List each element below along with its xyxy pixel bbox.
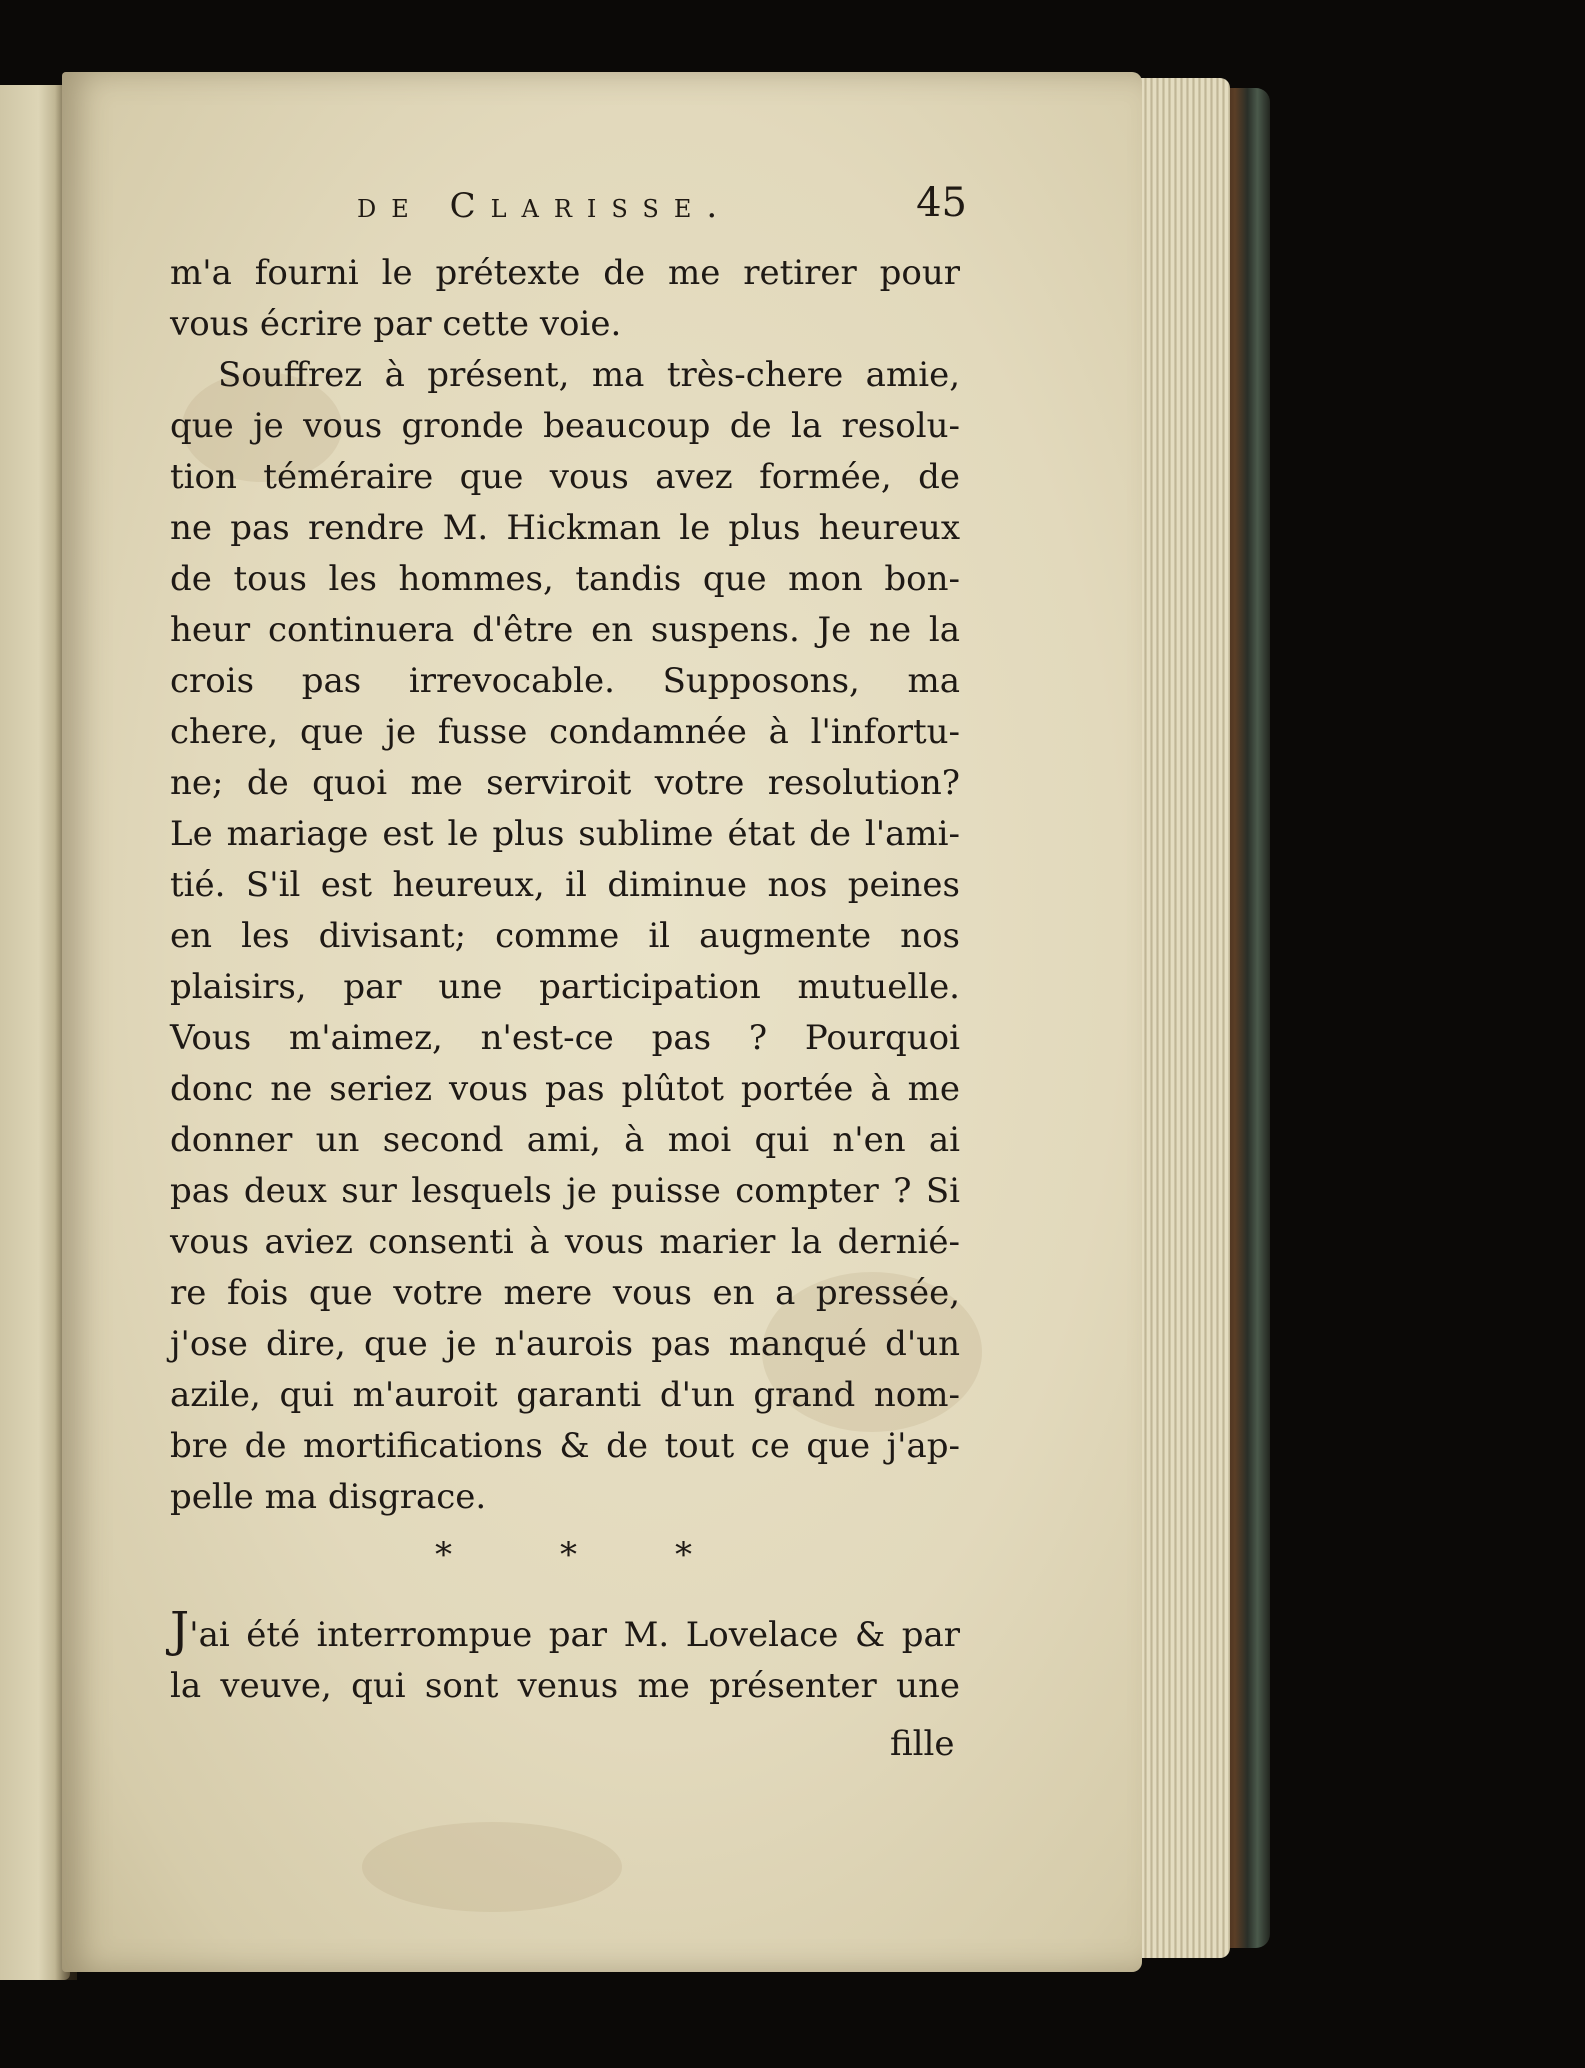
text-line: Le mariage est le plus sublime état de l'ami- (170, 814, 960, 854)
paragraph-1 (170, 248, 960, 1523)
text-line: re fois que votre mere vous en a pressée, (170, 1273, 960, 1313)
text-line: pelle ma disgrace. (170, 1477, 487, 1517)
asterisk: * (435, 1535, 452, 1575)
text-line: plaisirs, par une participation mutuelle. (170, 967, 960, 1007)
text-line: ne pas rendre M. Hickman le plus heureux (170, 508, 960, 548)
text-line: chere, que je fusse condamnée à l'infortu- (170, 712, 960, 752)
text-line: donc ne seriez vous pas plûtot portée à me (170, 1069, 960, 1109)
line-text: 'ai été interrompue par M. Lovelace & par (189, 1615, 960, 1655)
text-line: donner un second ami, à moi qui n'en ai (170, 1120, 960, 1160)
drop-cap: J (170, 1602, 190, 1658)
running-head (357, 180, 967, 240)
text-line: azile, qui m'auroit garanti d'un grand nom- (170, 1375, 960, 1415)
text-line: vous écrire par cette voie. (170, 304, 622, 344)
paper-stain (362, 1822, 622, 1912)
text-line: ne; de quoi me serviroit votre resolution? (170, 763, 960, 803)
text-line: vous aviez consenti à vous marier la dernié- (170, 1222, 960, 1262)
text-line: en les divisant; comme il augmente nos (170, 916, 960, 956)
text-line (170, 1602, 960, 1661)
text-line: j'ose dire, que je n'aurois pas manqué d'un (170, 1324, 960, 1364)
text-line: crois pas irrevocable. Supposons, ma (170, 661, 960, 701)
asterisk: * (560, 1535, 577, 1575)
asterisk: * (675, 1535, 692, 1575)
text-line: tié. S'il est heureux, il diminue nos peines (170, 865, 960, 905)
text-line: bre de mortifications & de tout ce que j'ap- (170, 1426, 960, 1466)
page-stack-edge (1135, 78, 1230, 1958)
text-line: tion téméraire que vous avez formée, de (170, 457, 960, 497)
running-head-title: de Clarisse. (357, 186, 733, 226)
text-line: la veuve, qui sont venus me présenter une (170, 1666, 960, 1706)
text-line: heur continuera d'être en suspens. Je ne la (170, 610, 960, 650)
paragraph-2 (170, 1602, 960, 1712)
text-line: Souffrez à présent, ma très-chere amie, (218, 355, 960, 395)
section-separator (425, 1535, 725, 1585)
text-line: que je vous gronde beaucoup de la resolu- (170, 406, 960, 446)
text-line: Vous m'aimez, n'est-ce pas ? Pourquoi (170, 1018, 960, 1058)
text-line: m'a fourni le prétexte de me retirer pour (170, 253, 960, 293)
text-line: pas deux sur lesquels je puisse compter ? Si (170, 1171, 960, 1211)
text-line: de tous les hommes, tandis que mon bon- (170, 559, 960, 599)
page-number: 45 (916, 180, 967, 226)
catchword: fille (890, 1724, 955, 1764)
